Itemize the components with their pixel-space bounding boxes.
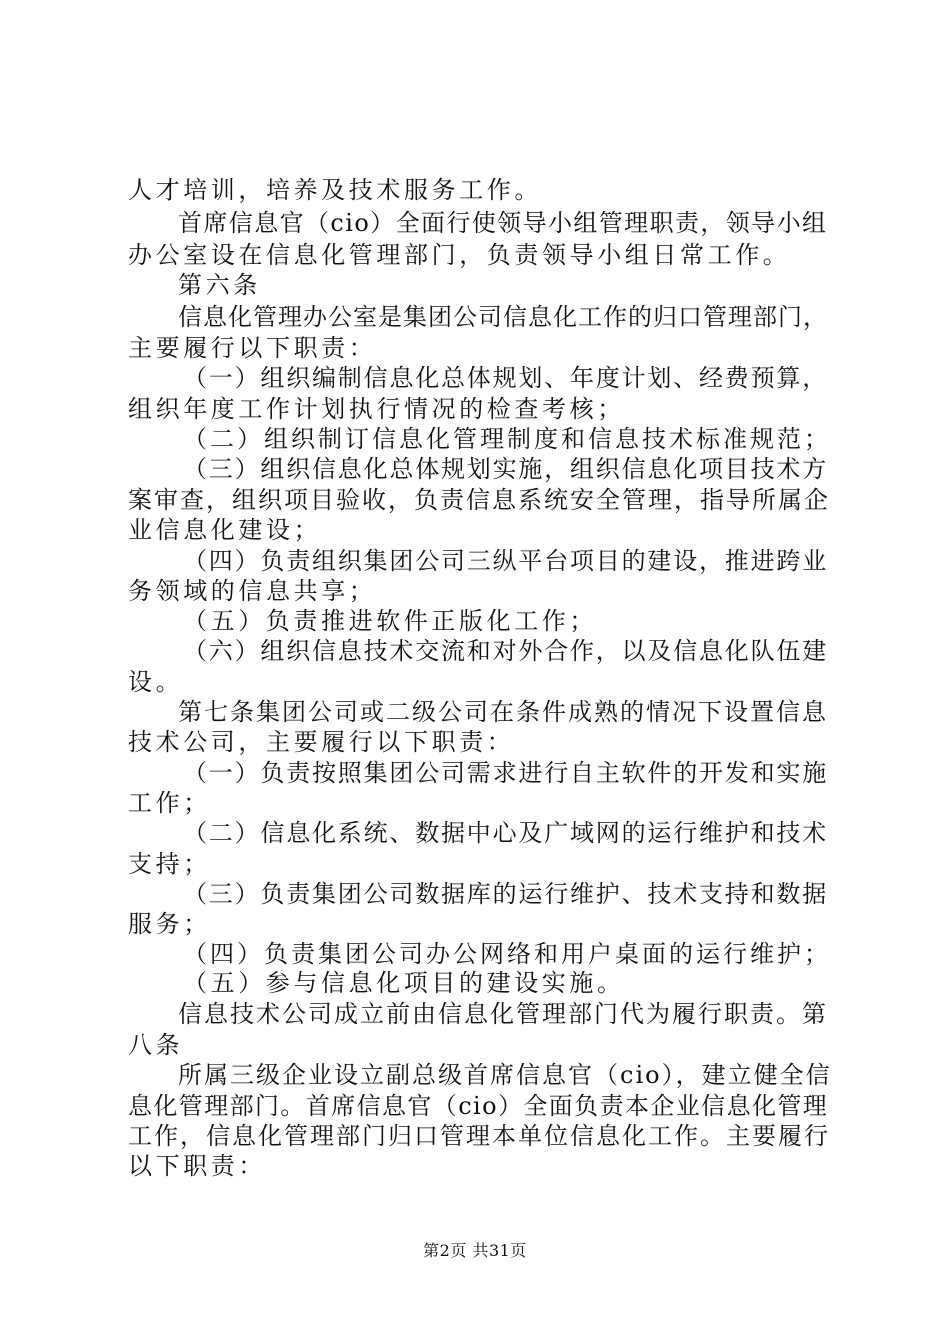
paragraph-line: 息化管理部门。首席信息官（cio）全面负责本企业信息化管理 <box>128 1092 829 1120</box>
paragraph-line: 主要履行以下职责： <box>128 334 377 362</box>
list-item-line: 务领域的信息共享； <box>128 577 377 605</box>
paragraph-line: 办公室设在信息化管理部门，负责领导小组日常工作。 <box>128 241 791 269</box>
paragraph-line: 八条 <box>128 1031 184 1059</box>
list-item-line: （一）负责按照集团公司需求进行自主软件的开发和实施 <box>183 759 828 787</box>
list-item-line: （五）负责推进软件正版化工作； <box>183 607 597 635</box>
paragraph-line: 信息技术公司成立前由信息化管理部门代为履行职责。第 <box>178 1000 828 1028</box>
list-item-line: （三）组织信息化总体规划实施，组织信息化项目技术方 <box>183 455 828 483</box>
paragraph-line: 所属三级企业设立副总级首席信息官（cio），建立健全信 <box>178 1061 832 1089</box>
paragraph-line: 工作，信息化管理部门归口管理本单位信息化工作。主要履行 <box>128 1122 830 1150</box>
list-item-line: 设。 <box>128 668 184 696</box>
list-item-line: （二）组织制订信息化管理制度和信息技术标准规范； <box>183 425 831 453</box>
paragraph-line: 第七条集团公司或二级公司在条件成熟的情况下设置信息 <box>178 698 828 726</box>
list-item-line: 服务； <box>128 910 211 938</box>
list-item-line: 组织年度工作计划执行情况的检查考核； <box>128 395 625 423</box>
list-item-line: （一）组织编制信息化总体规划、年度计划、经费预算， <box>183 364 828 392</box>
list-item-line: 支持； <box>128 850 211 878</box>
list-item-line: （四）负责组织集团公司三纵平台项目的建设，推进跨业 <box>183 547 828 575</box>
paragraph-line: 首席信息官（cio）全面行使领导小组管理职责，领导小组 <box>178 209 828 237</box>
list-item-line: 业信息化建设； <box>128 516 322 544</box>
page-number-footer: 第2页 共31页 <box>423 1241 527 1260</box>
list-item-line: 案审查，组织项目验收，负责信息系统安全管理，指导所属企 <box>128 486 830 514</box>
paragraph-line: 人才培训，培养及技术服务工作。 <box>128 176 542 204</box>
list-item-line: 工作； <box>128 789 211 817</box>
section-heading: 第六条 <box>178 271 261 299</box>
list-item-line: （三）负责集团公司数据库的运行维护、技术支持和数据 <box>183 880 828 908</box>
paragraph-line: 技术公司，主要履行以下职责： <box>128 728 515 756</box>
paragraph-line: 以下职责： <box>128 1152 266 1180</box>
list-item-line: （六）组织信息技术交流和对外合作，以及信息化队伍建 <box>183 637 828 665</box>
list-item-line: （二）信息化系统、数据中心及广域网的运行维护和技术 <box>183 819 828 847</box>
list-item-line: （五）参与信息化项目的建设实施。 <box>183 969 625 997</box>
list-item-line: （四）负责集团公司办公网络和用户桌面的运行维护； <box>183 940 831 968</box>
paragraph-line: 信息化管理办公室是集团公司信息化工作的归口管理部门， <box>178 303 828 331</box>
